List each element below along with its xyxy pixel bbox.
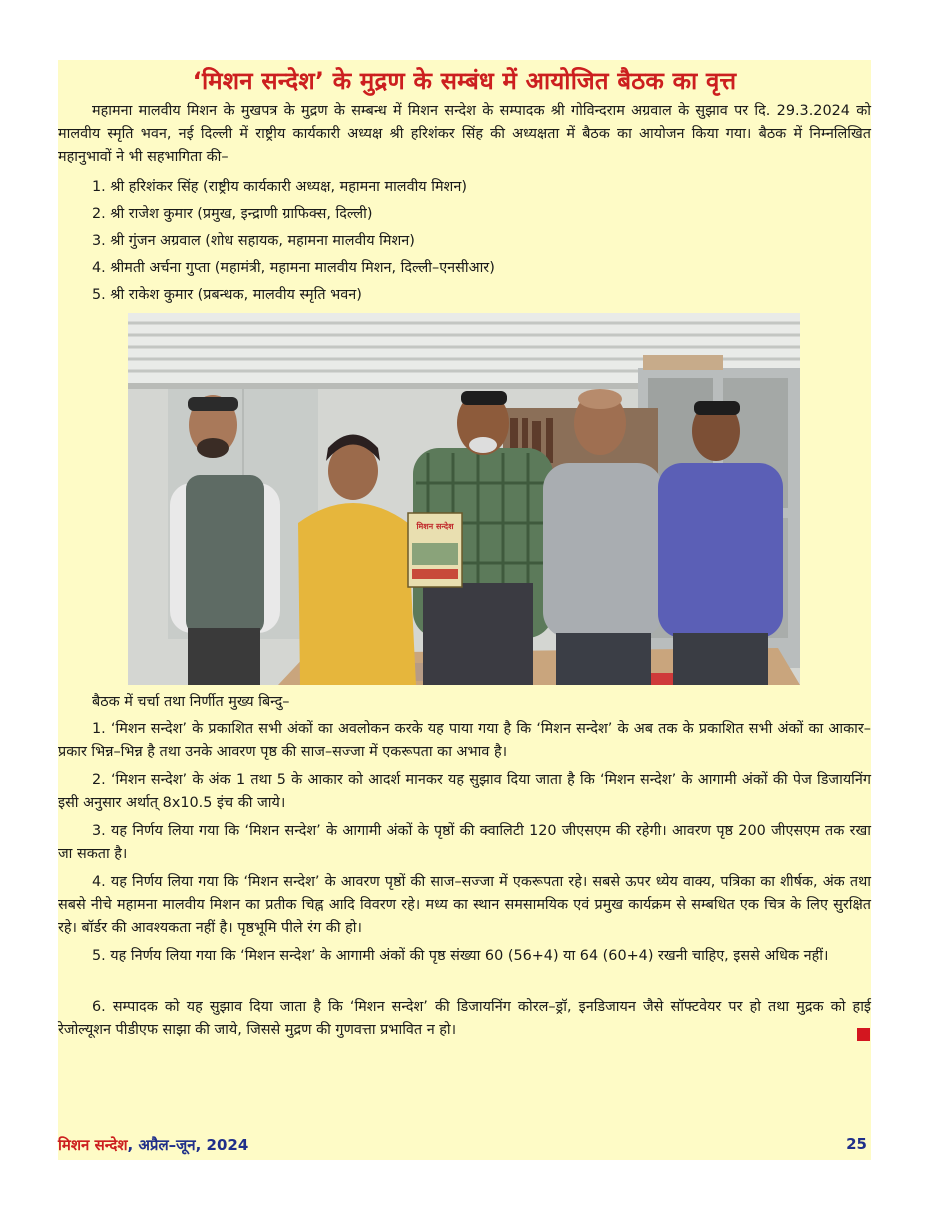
participant-item: 1. श्री हरिशंकर सिंह (राष्ट्रीय कार्यकारी अध्यक्ष, महामना मालवीय मिशन) (92, 179, 467, 195)
point-item: 5. यह निर्णय लिया गया कि ‘मिशन सन्देश’ के आगामी अंकों की पृष्ठ संख्या 60 (56+4) या 64 (60+4) रखनी चाहिए, इससे अधिक नहीं। (92, 948, 829, 964)
point-item: 6. सम्पादक को यह सुझाव दिया जाता है कि ‘मिशन सन्देश’ की डिजायनिंग कोरल–ड्रॉ, इनडिजायन जैसे सॉफ्टवेयर पर हो तथा मुद्रक को हाई रेजोल्यूशन पीडीएफ साझा की जाये, जिससे मुद्रण की गुणवत्ता प्रभावित न हो। (58, 999, 871, 1038)
footer-magazine-name: मिशन सन्देश (58, 1136, 128, 1154)
footer-issue-line (58, 1135, 248, 1155)
page-title: ‘मिशन सन्देश’ के मुद्रण के सम्बंध में आयोजित बैठक का वृत्त (192, 67, 737, 95)
participant-item: 2. श्री राजेश कुमार (प्रमुख, इन्द्राणी ग्राफिक्स, दिल्ली) (92, 206, 373, 222)
point-item: 1. ‘मिशन सन्देश’ के प्रकाशित सभी अंकों का अवलोकन करके यह पाया गया है कि ‘मिशन सन्देश’ के अब तक के प्रकाशित सभी अंकों का आकार–प्रकार भिन्न–भिन्न है तथा उनके आवरण पृष्ठ की साज–सज्जा में एकरूपता का अभाव है। (58, 721, 871, 760)
participants-list (92, 174, 495, 309)
point-item: 2. ‘मिशन सन्देश’ के अंक 1 तथा 5 के आकार को आदर्श मानकर यह सुझाव दिया जाता है कि ‘मिशन सन्देश’ के आगामी अंकों की पेज डिजायनिंग इसी अनुसार अर्थात् 8x10.5 इंच की जाये। (58, 772, 871, 811)
participant-item: 5. श्री राकेश कुमार (प्रबन्धक, मालवीय स्मृति भवन) (92, 287, 362, 303)
intro-paragraph: महामना मालवीय मिशन के मुखपत्र के मुद्रण के सम्बन्ध में मिशन सन्देश के सम्पादक श्री गोविन्दराम अग्रवाल के सुझाव पर दि. 29.3.2024 को मालवीय स्मृति भवन, नई दिल्ली में राष्ट्रीय कार्यकारी अध्यक्ष श्री हरिशंकर सिंह की अध्यक्षता में बैठक का आयोजन किया गया। बैठक में निम्नलिखित महानुभावों ने भी सहभागिता की– (58, 103, 871, 165)
page-area (58, 60, 871, 1160)
footer-issue-date: , अप्रैल–जून, 2024 (127, 1136, 249, 1154)
participant-item: 4. श्रीमती अर्चना गुप्ता (महामंत्री, महामना मालवीय मिशन, दिल्ली–एनसीआर) (92, 260, 495, 276)
point-item: 3. यह निर्णय लिया गया कि ‘मिशन सन्देश’ के आगामी अंकों के पृष्ठों की क्वालिटी 120 जीएसएम की रहेगी। आवरण पृष्ठ 200 जीएसएम तक रखा जा सकता है। (58, 823, 871, 862)
book-cover-title: मिशन सन्देश (416, 522, 454, 531)
point-item: 4. यह निर्णय लिया गया कि ‘मिशन सन्देश’ के आवरण पृष्ठों की साज–सज्जा में एकरूपता रहे। सबसे ऊपर ध्येय वाक्य, पत्रिका का शीर्षक, अंक तथा सबसे नीचे महामना मालवीय मिशन का प्रतीक चिह्न आदि विवरण रहे। मध्य का स्थान समसामयिक एवं प्रमुख कार्यक्रम से सम्बधित एक चित्र के लिए सुरक्षित रहे। बॉर्डर की आवश्यकता नहीं है। पृष्ठभूमि पीले रंग की हो। (58, 874, 871, 936)
points-heading: बैठक में चर्चा तथा निर्णीत मुख्य बिन्दु– (92, 694, 290, 710)
page-number: 25 (846, 1135, 867, 1153)
participant-item: 3. श्री गुंजन अग्रवाल (शोध सहायक, महामना मालवीय मिशन) (92, 233, 415, 249)
meeting-photo (128, 313, 800, 685)
end-of-article-square-icon (857, 1028, 870, 1041)
